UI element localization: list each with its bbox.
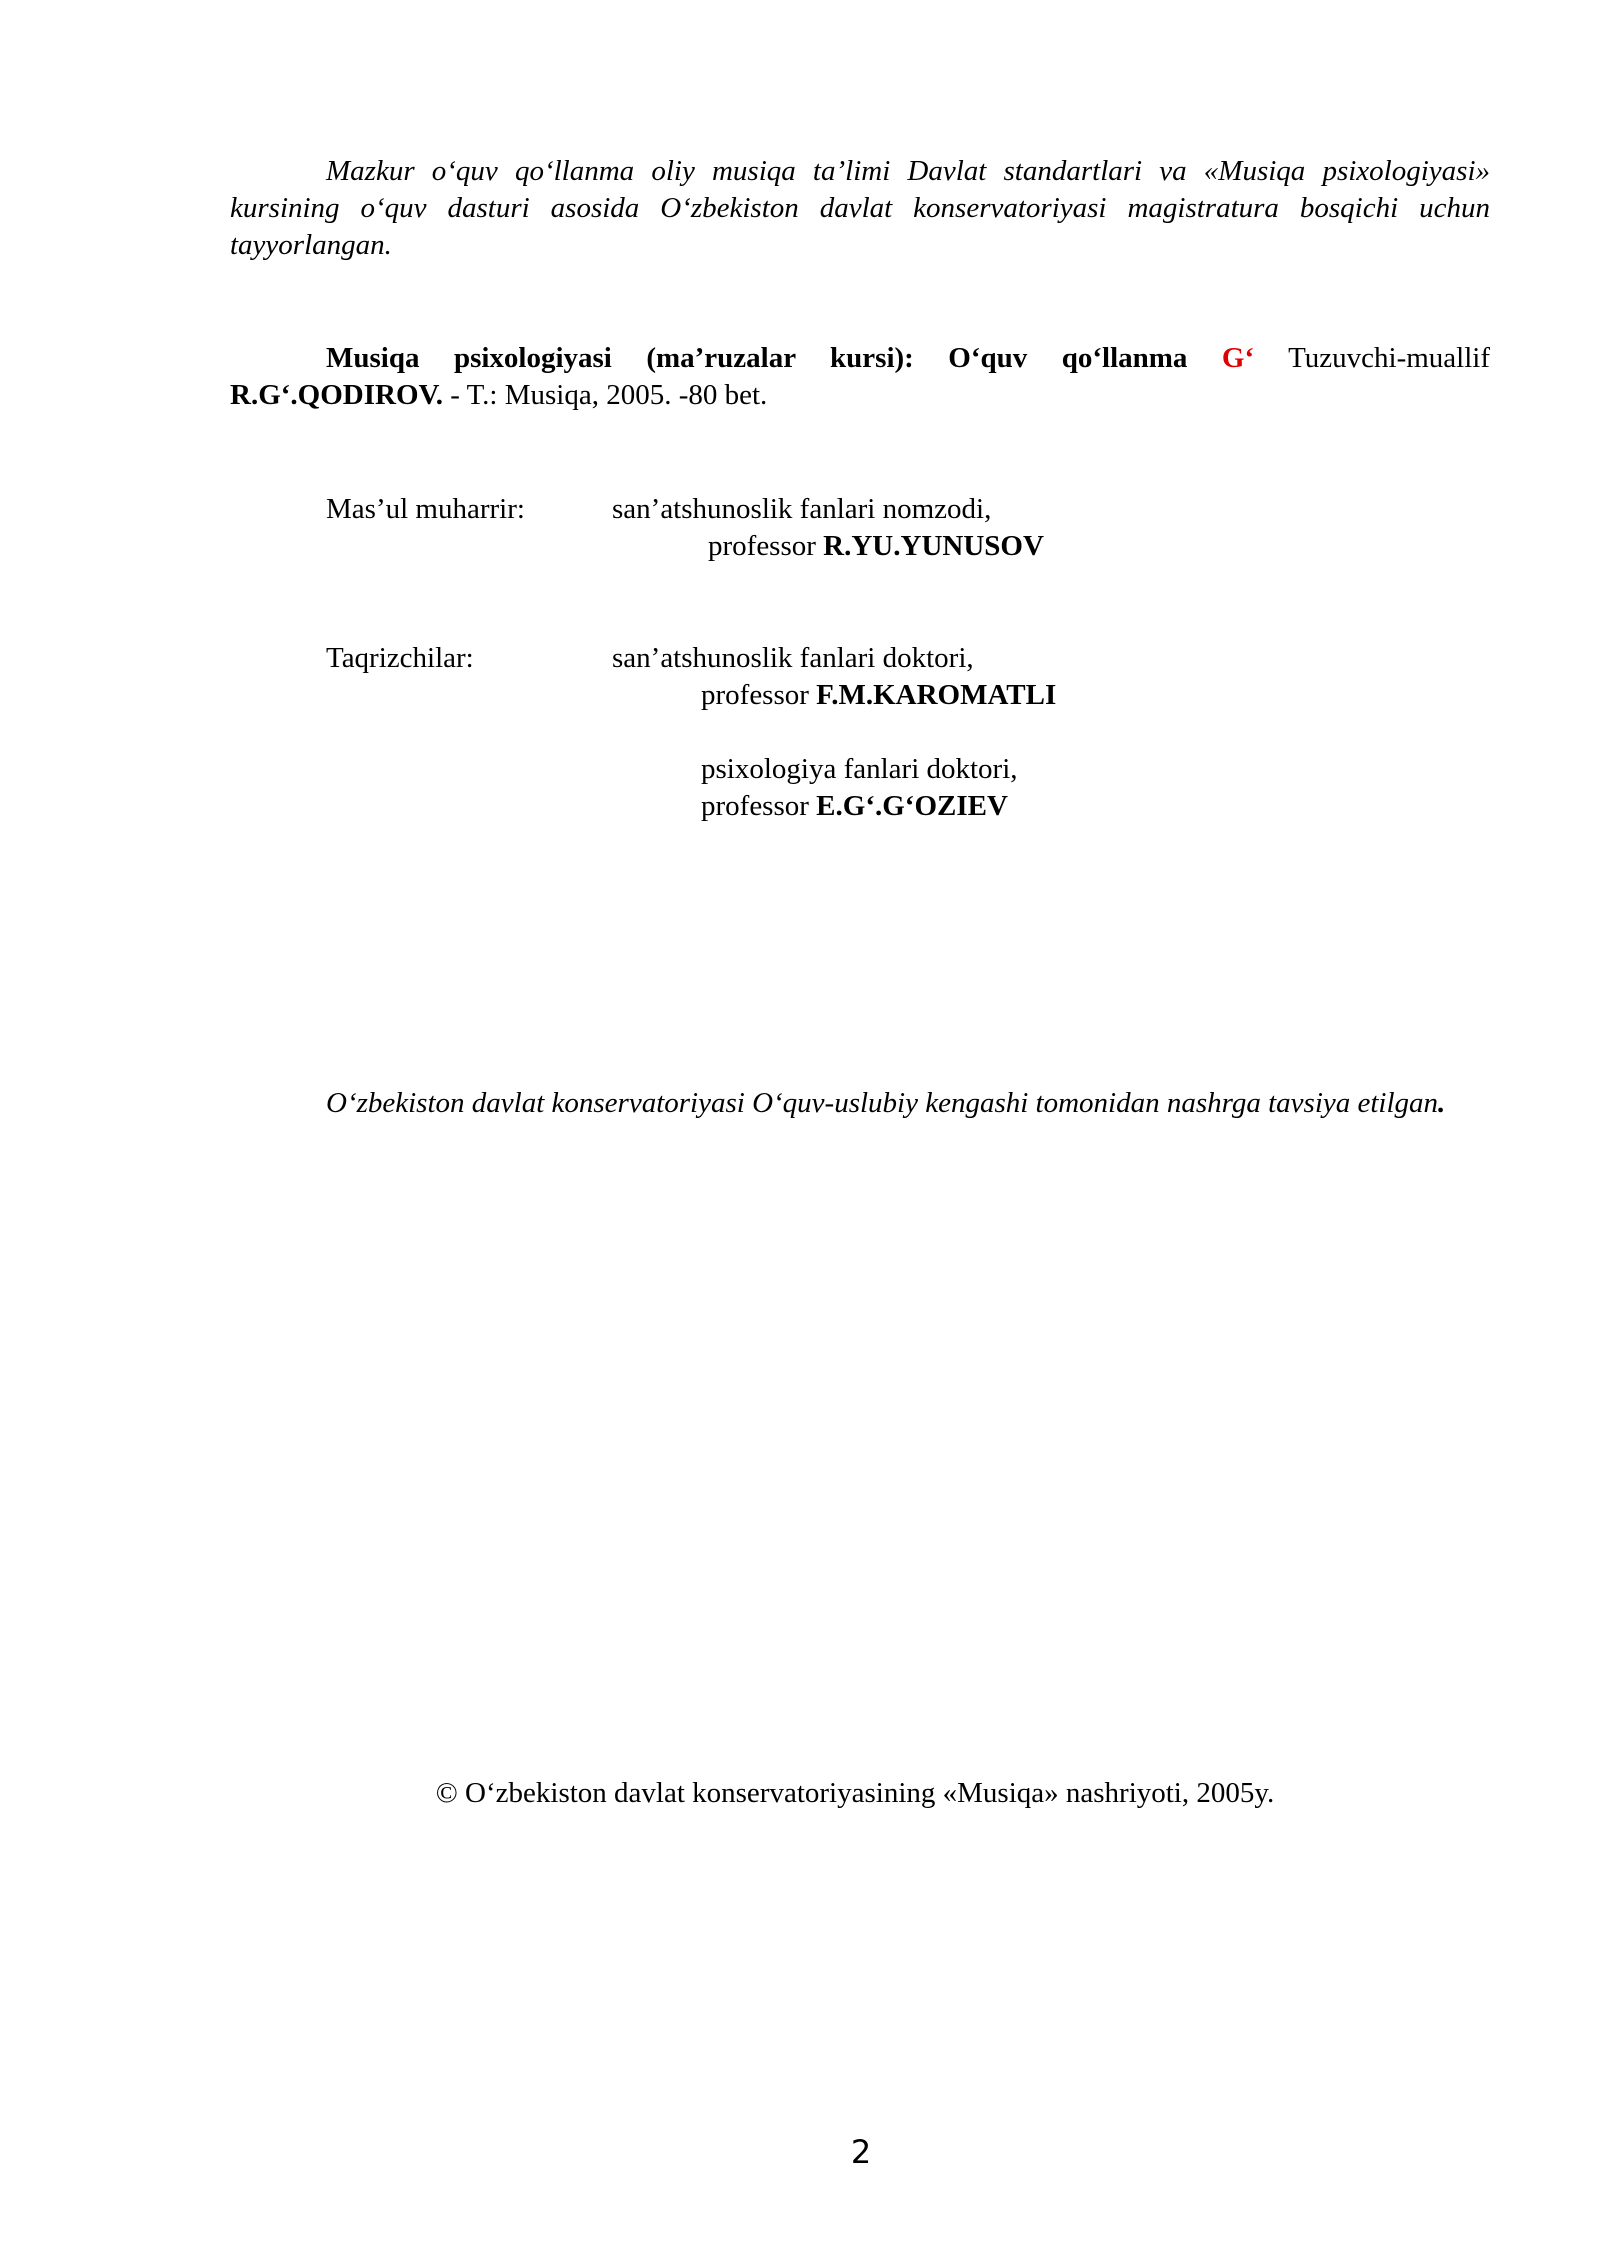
editor-line (708, 528, 1044, 565)
copyright-notice: © O‘zbekiston davlat konservatoriyasining «Musiqa» nashriyoti, 2005y. (435, 1777, 1275, 1809)
editor-name: R.YU.YUNUSOV (823, 530, 1044, 562)
reviewer-2-degree: psixologiya fanlari doktori, (701, 753, 1018, 785)
editor-title: professor (708, 530, 816, 562)
reviewer-2-line (701, 788, 1008, 825)
imprint: - T.: Musiqa, 2005. -80 bet. (450, 379, 768, 411)
reviewer-1-line (701, 677, 1056, 714)
reviewer-1-name: F.M.KAROMATLI (816, 679, 1057, 711)
recommendation-text: O‘zbekiston davlat konservatoriyasi O‘quv-uslubiy kengashi tomonidan nashrga tavsiya etilgan (326, 1087, 1439, 1119)
book-title: Musiqa psixologiyasi (ma’ruzalar kursi): O‘quv qo‘llanma (326, 342, 1188, 374)
recommendation-end-mark: . (1438, 1087, 1446, 1119)
reviewer-1-title: professor (701, 679, 809, 711)
editor-degree: san’atshunoslik fanlari nomzodi, (612, 493, 992, 525)
author-role: Tuzuvchi-muallif (1288, 342, 1490, 374)
page-number: 2 (850, 2133, 872, 2171)
reviewers-label: Taqrizchilar: (326, 642, 474, 674)
reviewer-2-name: E.G‘.G‘OZIEV (816, 790, 1008, 822)
reviewer-1-degree: san’atshunoslik fanlari doktori, (612, 642, 974, 674)
bibliography-paragraph (230, 340, 1490, 414)
author-name: R.G‘.QODIROV. (230, 379, 443, 411)
reviewer-2-title: professor (701, 790, 809, 822)
recommendation-paragraph (230, 1085, 1490, 1122)
editor-label: Mas’ul muharrir: (326, 493, 525, 525)
intro-paragraph (230, 153, 1490, 264)
intro-text: Mazkur o‘quv qo‘llanma oliy musiqa ta’limi Davlat standartlari va «Musiqa psixologiyasi» kursining o‘quv dasturi asosida O‘zbekiston davlat konservatoriyasi magistratura bosqichi uchun tayyorlangan. (230, 155, 1490, 261)
red-mark: G‘ (1221, 342, 1255, 374)
